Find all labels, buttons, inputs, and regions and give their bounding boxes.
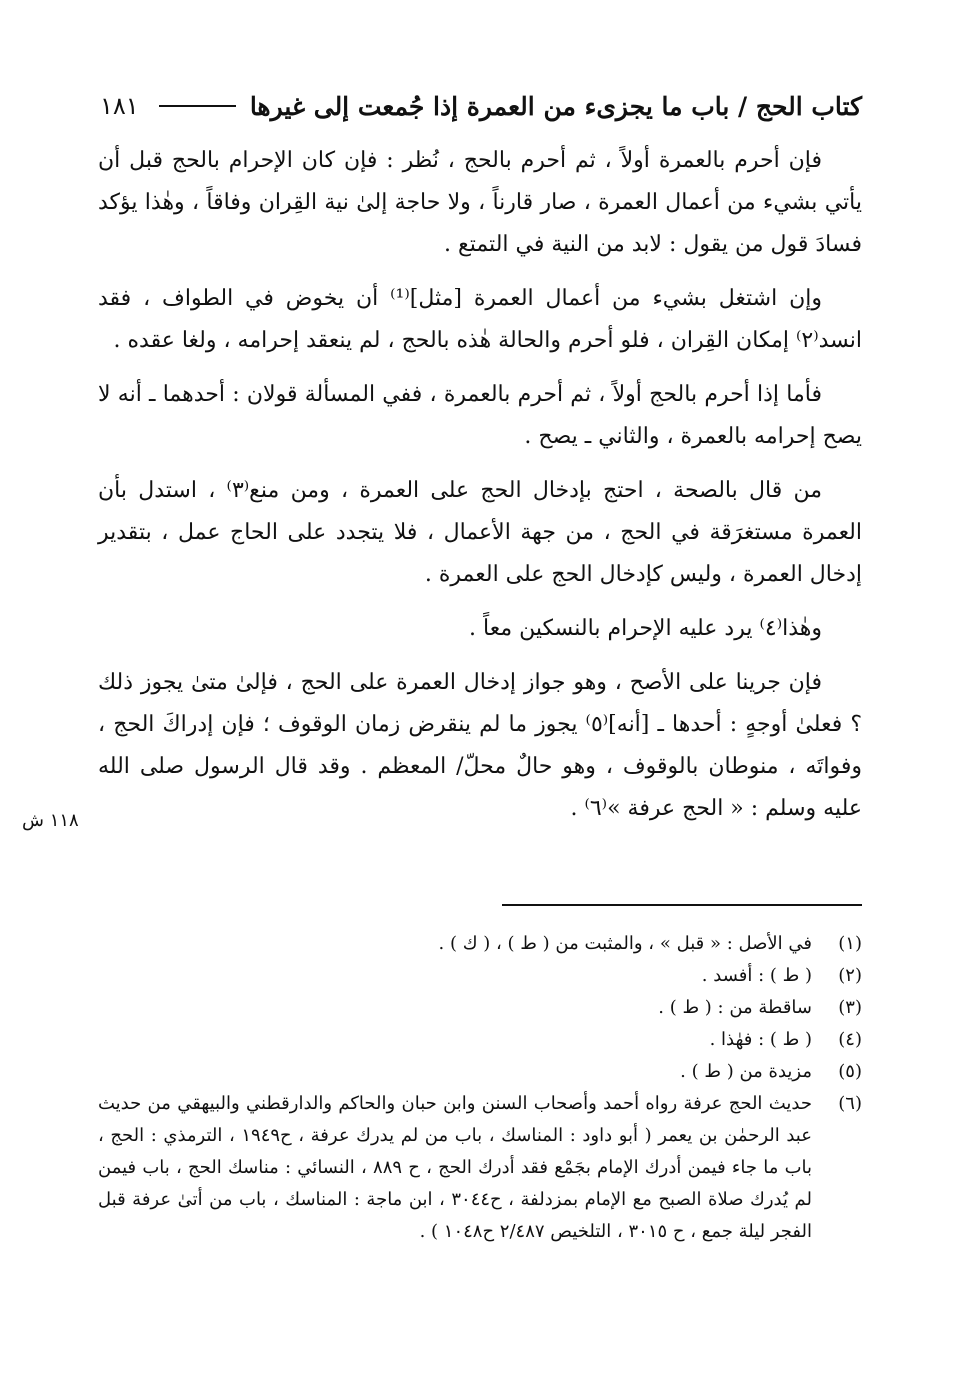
footnote-text: ساقطة من : ( ط ) . [658,997,812,1018]
paragraph-3: فأما إذا أحرم بالحج أولاً ، ثم أحرم بالعمرة ، ففي المسألة قولان : أحدهما ـ أنه لا يصح إحرامه بالعمرة ، والثاني ـ يصح . [98,382,862,449]
footnote-number: (٢) [838,965,862,986]
footnote-text: ( ط ) : فهٰذا . [709,1029,812,1050]
footnote [98,1088,862,1248]
running-header [100,86,862,126]
footnote-text: مزيدة من ( ط ) . [680,1061,812,1082]
footnote-separator [502,904,862,906]
footnote-text: في الأصل : « قبل » ، والمثبت من ( ط ) ، ( ك ) . [438,933,812,954]
footnote [98,992,862,1024]
page-number: ١٨١ [100,92,139,120]
footnote [98,928,862,960]
header-rule [159,105,236,107]
footnote-text: ( ط ) : أفسد . [701,965,812,986]
footnote-number: (٤) [838,1029,862,1050]
paragraph-2: وإن اشتغل بشيء من أعمال العمرة [مثل]⁽¹⁾ أن يخوض في الطواف ، فقد انسد⁽٢⁾ إمكان القِران ، فلو أحرم والحالة هٰذه بالحج ، لم ينعقد إحرامه ، ولغا عقده . [98,286,862,353]
footnote [98,960,862,992]
footnote [98,1056,862,1088]
footnote-number: (٦) [838,1093,862,1114]
footnote-text: حديث الحج عرفة رواه أحمد وأصحاب السنن وابن حبان والحاكم والدارقطني والبيهقي من حديث عبد الرحمٰن بن يعمر ( أبو داود : المناسك ، باب من لم يدرك عرفة ، ح١٩٤٩ ، الترمذي : الحج ، باب ما جاء فيمن أدرك الإمام بجَمْع فقد أدرك الحج ، ح ٨٨٩ ، النسائي : مناسك الحج ، باب فيمن لم يُدرك صلاة الصبح مع الإمام بمزدلفة ، ح٣٠٤٤ ، ابن ماجة : المناسك ، باب من أتىٰ عرفة قبل الفجر ليلة جمع ، ح ٣٠١٥ ، التلخيص ٢/٤٨٧ ح١٠٤٨ ) . [98,1093,813,1242]
footnote-number: (٣) [838,997,862,1018]
chapter-title: كتاب الحج / باب ما يجزىء من العمرة إذا جُمعت إلى غيرها [249,91,862,121]
paragraph-1: فإن أحرم بالعمرة أولاً ، ثم أحرم بالحج ، نُظر : فإن كان الإحرام بالحج قبل أن يأتي بشيء من أعمال العمرة ، صار قارناً ، ولا حاجة إلىٰ نية القِران وفاقاً ، وهٰذا يؤكد فسادَ قول من يقول : لابد من النية في التمتع . [98,148,862,257]
footnote [98,1024,862,1056]
main-text [98,140,862,842]
manuscript-folio-note: ١١٨ ش [22,810,79,831]
paragraph-5: وهٰذا⁽٤⁾ يرد عليه الإحرام بالنسكين معاً . [469,616,822,641]
footnote-number: (١) [838,933,862,954]
paragraph-4: من قال بالصحة ، احتج بإدخال الحج على العمرة ، ومن منع⁽٣⁾ ، استدل بأن العمرة مستغرَقة في الحج ، من جهة الأعمال ، فلا يتجدد على الحاج عمل ، بتقدير إدخال العمرة ، وليس كإدخال الحج على العمرة . [98,478,862,587]
footnotes [98,928,862,1248]
footnote-number: (٥) [838,1061,862,1082]
paragraph-6: فإن جرينا على الأصح ، وهو جواز إدخال العمرة على الحج ، فإلىٰ متىٰ يجوز ذلك ؟ فعلىٰ أوجهٍ : أحدها ـ [أنه]⁽٥⁾ يجوز ما لم ينقرض زمان الوقوف ؛ فإن إدراكَ الحج ، وفواتَه ، منوطان بالوقوف ، وهو حالٌ محلّ/ المعظم . وقد قال الرسول صلى الله عليه وسلم : « الحج عرفة »⁽٦⁾ . [98,670,862,821]
